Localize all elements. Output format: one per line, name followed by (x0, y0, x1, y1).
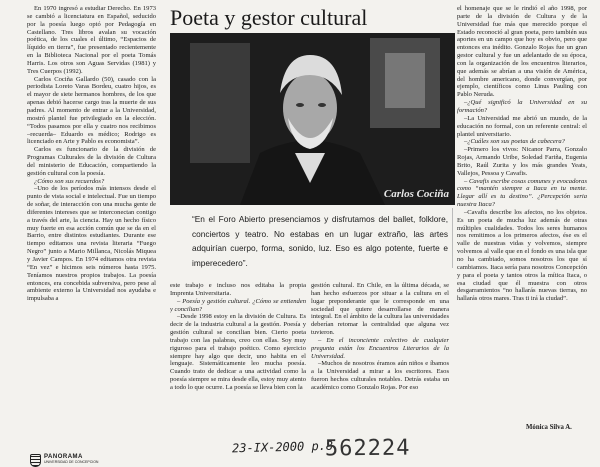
paragraph: gestión cultural. En Chile, en la última década, se han hecho esfuerzos por situar a la cultura en el lugar preponderante que le corresponde en una sociedad que quiere desarrollarse de manera integral. En el ámbito de la cultura las universidades deberían retomar la centralidad que alguna vez tuvieron. (311, 282, 449, 337)
university-seal-icon (30, 454, 41, 467)
portrait-illustration (170, 33, 455, 205)
article-column-3 (311, 282, 449, 452)
article-headline: Poeta y gestor cultural (170, 5, 368, 30)
paragraph: En 1970 ingresó a estudiar Derecho. En 1973 se cambió a licenciatura en Español, seducido por la poesía luego optó por Pedagogía en Castellano. Tres libros avalan su vocación poética, de los cuales el último, “Espacios de líquido en tierra”, fue presentado recientemente en la Biblioteca Nacional por el poeta Tomás Harris. Los otros son Aguas Servidas (1981) y Tres Cuerpos (1992). (27, 5, 156, 75)
paragraph: este trabajo e incluso nos editaba la propia Imprenta Universitaria. (170, 282, 306, 297)
paragraph: Carlos Cociña Gallardo (50), casado con la periodista Loreto Varas Bordeu, cuatro hijos, es el mayor de siete hermanos hombres, de los que apenas debió hacerse cargo tras la muerte de sus padres. Al momento de entrar a la Universidad, mostró plantel fue privilegiado en la elección. “Todos pasamos por ella y cuatro nos recibimos –recuerda– Eduardo es médico; Rodrigo es licenciado en Arte y Pablo es economista”. (27, 75, 156, 146)
paragraph: –Primero los vivos: Nicanor Parra, Gonzalo Rojas, Armando Uribe, Soledad Fariña, Eugenia Brito, Raúl Zurita y los más grandes Yeats, Vallejos, Pessoa y Cavafis. (457, 146, 587, 177)
paragraph: – Cavafis escribe cosas comunes y evocadoras como “mantén siempre a Itaca en tu mente. Llegar allí es tu destino”. ¿Percepción seria nuestra Itaca? (457, 177, 587, 209)
paragraph: – En el inconciente colectivo de cualquier pregunta están los Encuentros Literarios de la Universidad. (311, 336, 449, 360)
article-column-1 (27, 5, 156, 452)
paragraph: –Desde 1998 estoy en la división de Cultura. Es decir de la industria cultural a la gestión. Poesía y gestión cultural se concilian bien. Cierto poeta trabajo con las palabras, creo con ellas. Soy muy riguroso para el trabajo poético. Como ejercicio siempre hay algo que decir, uno habita en el lenguaje. Sistemáticamente leo mucha poesía. Cuando trato de dedicar a una actividad como la poesía siempre se mira desde ella, estoy muy atento a todo lo que ocurre. La poesía se lleva bien con la (170, 313, 306, 391)
paragraph: –La Universidad me abrió un mundo, de la educación no formal, con un referente central: el plantel universitario. (457, 114, 587, 138)
paragraph: –Uno de los períodos más intensos desde el punto de vista social e intelectual. Fue un tiempo de soñar, de interacción con una mucha gente de diferentes intereses que se interconectan contigo a través del arte, la ciencia. Hay un hecho físico muy fuerte en esa acción común que se da en el Barrio, entre distintos estudiantes. Durante ese tiempo editamos una revista literaria “Fuego Negro” junto a Mario Millanca, Nicolás Miquea y Javier Campos. En 1974 editamos otra revista “En vez” e hicimos seis números hasta 1975. Teníamos nuestros propios trabajos. La poesía entonces, era concebida subversiva, pero pese al ambiente externo la Universidad nos ayudaba e impulsaba a (27, 185, 156, 303)
paragraph: –¿Qué significó la Universidad en su formación? (457, 99, 587, 114)
paragraph: –Muchos de nosotros éramos aún niños e íbamos a la Universidad a mirar a los escritores. Esos fueron hechos culturales notables. Detrás estaba un académico como Gonzalo Rojas. Por eso (311, 360, 449, 391)
masthead (30, 453, 98, 467)
article-column-4 (457, 5, 587, 433)
pull-quote: “En el Foro Abierto presenciamos y disfrutamos del ballet, folklore, conciertos y teatro. No estabas en un lugar extraño, las artes adquirían cuerpo, forma, sonido, luz. Eso es algo potente, fuerte e imperecedero”. (192, 214, 448, 268)
paragraph: – Poesía y gestión cultural. ¿Cómo se entienden y concilian? (170, 297, 306, 313)
article-column-2 (170, 282, 306, 452)
handwritten-date: 23-IX-2000 p.8 (231, 438, 334, 456)
paragraph: –Cavafis describe los afectos, no los objetos. Es un poeta de mucha luz además de otras múltiples cualidades. Todos los seres humanos nos remitimos a los primeros afectos, ése es el valle de nuestras vidas y volvemos, siempre volvemos al valle que en el fondo es una isla que no ha cambiado, somos nosotros los que sí cambiamos. Itaca sería para nosotros Concepción y para el poeta y tantos otros la mítica Itaca, o esa ciudad que él muestra con otros desgarramientos “no hallarás nuevas tierras, no hallarás otros mares. Tras ti irá la ciudad”. (457, 208, 587, 303)
paragraph: Carlos es funcionario de la división de Programas Culturales de la división de Cultura del ministerio de Educación, compartiendo la gestión cultural con la poesía. (27, 146, 156, 177)
masthead-name: PANORAMA (44, 454, 83, 460)
paragraph: ¿Cómo son sus recuerdos? (34, 177, 105, 185)
paragraph: el homenaje que se le rindió el año 1998, por parte de la división de Cultura y de la Universidad fue más que merecido porque el Estado reconoció al gran poeta, pero también sus aportes en un campo que hoy es obvio, pero que entonces era inédito. Gonzalo Rojas fue un gran gestor cultural y fue un adelantado de su época, con la organización de los encuentros literarios, que además se abrían a una visión de América, del hombre americano, donde convergían, por ejemplo, científicos como Linus Pauling con Pablo Neruda. (457, 5, 587, 99)
photo-caption: Carlos Cociña (383, 188, 449, 200)
portrait-photo (170, 33, 455, 205)
masthead-subtitle: UNIVERSIDAD DE CONCEPCION (44, 460, 99, 464)
column-divider (452, 208, 453, 268)
byline: Mónica Silva A. (526, 424, 572, 431)
paragraph: –¿Cuáles son sus poetas de cabecera? (464, 138, 565, 146)
archive-reference-number: 562224 (324, 435, 411, 462)
